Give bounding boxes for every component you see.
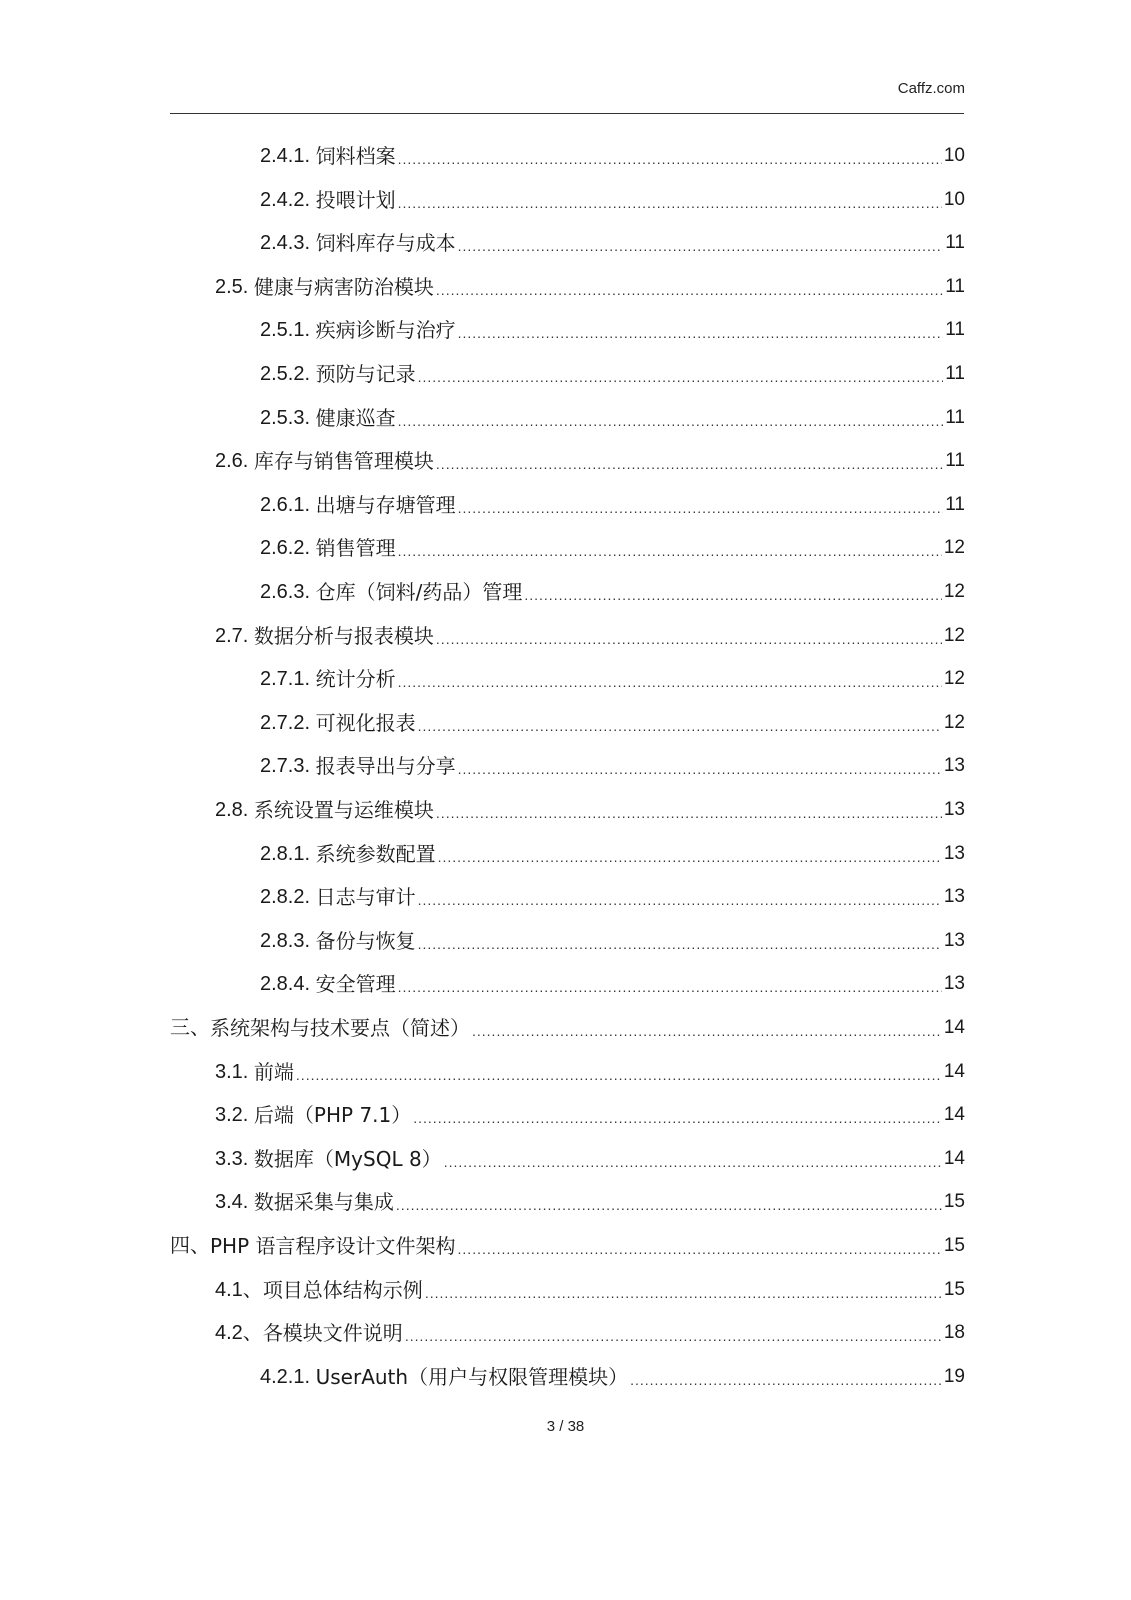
toc-entry-page: 14: [943, 1017, 965, 1038]
toc-dot-leader: [398, 406, 944, 436]
toc-dot-leader: [458, 231, 944, 261]
toc-entry-page: 15: [943, 1191, 965, 1213]
toc-entry-title: 数据采集与集成: [253, 1190, 394, 1215]
toc-entry-title: 后端（PHP 7.1）: [253, 1103, 412, 1128]
toc-entry-title: 投喂计划: [315, 187, 396, 212]
toc-dot-leader: [438, 842, 942, 872]
toc-entry-page: 19: [943, 1365, 965, 1387]
toc-entry-number: 2.7.3.: [260, 755, 316, 778]
toc-entry[interactable]: [260, 490, 965, 520]
toc-entry-title: 饲料档案: [315, 144, 396, 168]
toc-dot-leader: [418, 929, 942, 959]
toc-entry-title: 各模块文件说明: [262, 1321, 403, 1346]
toc-entry-number: 2.7.: [215, 624, 254, 647]
toc-entry-title: 数据库（MySQL 8）: [253, 1146, 442, 1171]
toc-entry-title: 饲料库存与成本: [315, 231, 456, 256]
toc-entry-title: 备份与恢复: [315, 928, 416, 953]
toc-entry-title: 系统架构与技术要点（简述）: [210, 1016, 470, 1040]
toc-entry[interactable]: [260, 533, 965, 563]
toc-entry-number: 2.6.1.: [260, 493, 316, 516]
toc-entry-page: 12: [943, 668, 965, 690]
toc-entry-number: 2.5.: [215, 275, 254, 298]
toc-entry-page: 15: [943, 1278, 965, 1300]
toc-entry-page: 10: [943, 145, 965, 166]
toc-dot-leader: [398, 972, 942, 1002]
toc-entry-title: 报表导出与分享: [315, 754, 456, 779]
toc-entry-page: 11: [945, 493, 965, 515]
toc-entry-number: 2.8.3.: [260, 929, 316, 952]
toc-entry[interactable]: [260, 141, 965, 171]
toc-dot-leader: [398, 144, 942, 174]
toc-entry[interactable]: [215, 1318, 965, 1348]
toc-entry-title: 日志与审计: [315, 885, 416, 910]
toc-entry[interactable]: [260, 926, 965, 956]
toc-entry-number: 4.2.1.: [260, 1365, 316, 1388]
toc-entry[interactable]: [260, 359, 965, 389]
toc-entry-page: 11: [945, 363, 965, 384]
toc-entry-page: 13: [943, 973, 965, 995]
toc-entry-page: 13: [943, 886, 965, 908]
toc-dot-leader: [296, 1060, 942, 1090]
toc-entry-page: 12: [943, 711, 965, 733]
toc-entry-title: 出塘与存塘管理: [315, 492, 456, 517]
toc-entry-number: 4.1、: [215, 1278, 263, 1301]
toc-entry-page: 13: [943, 842, 965, 864]
toc-entry[interactable]: [260, 839, 965, 869]
toc-entry-page: 14: [943, 1060, 965, 1082]
toc-entry[interactable]: [215, 795, 965, 825]
toc-entry-page: 12: [943, 537, 965, 559]
toc-entry-title: 前端: [253, 1059, 294, 1084]
toc-dot-leader: [418, 362, 944, 392]
toc-entry-title: 数据分析与报表模块: [253, 623, 434, 648]
toc-dot-leader: [398, 188, 942, 218]
toc-entry-title: 健康与病害防治模块: [253, 274, 434, 299]
toc-dot-leader: [524, 580, 942, 610]
toc-dot-leader: [436, 798, 942, 828]
toc-entry-number: 2.8.4.: [260, 973, 316, 996]
toc-entry-number: 4.2、: [215, 1322, 263, 1345]
toc-dot-leader: [425, 1278, 942, 1308]
toc-dot-leader: [396, 1190, 942, 1220]
toc-entry[interactable]: [215, 621, 965, 651]
toc-entry[interactable]: [260, 403, 965, 433]
toc-entry-page: 13: [943, 799, 965, 820]
toc-entry-title: 统计分析: [315, 667, 396, 692]
toc-dot-leader: [458, 318, 944, 348]
toc-entry-page: 11: [945, 319, 965, 341]
toc-entry-page: 13: [943, 929, 965, 951]
toc-entry-title: 健康巡查: [315, 405, 396, 430]
toc-entry[interactable]: [260, 1362, 965, 1392]
toc-dot-leader: [444, 1147, 942, 1177]
toc-dot-leader: [458, 1234, 942, 1264]
toc-entry[interactable]: [170, 1013, 965, 1043]
toc-dot-leader: [418, 711, 942, 741]
toc-entry-page: 12: [943, 581, 965, 602]
toc-entry-number: 2.6.3.: [260, 581, 316, 603]
toc-dot-leader: [398, 667, 942, 697]
toc-entry[interactable]: [260, 708, 965, 738]
toc-entry[interactable]: [260, 751, 965, 781]
toc-entry-number: 2.8.1.: [260, 842, 316, 865]
toc-entry[interactable]: [215, 446, 965, 476]
toc-entry-number: 四、: [170, 1235, 210, 1257]
toc-dot-leader: [398, 536, 942, 566]
toc-entry[interactable]: [215, 1100, 965, 1130]
toc-entry[interactable]: [260, 882, 965, 912]
toc-entry[interactable]: [260, 577, 965, 607]
toc-dot-leader: [458, 493, 944, 523]
toc-entry-number: 2.5.2.: [260, 363, 316, 385]
toc-entry-number: 3.3.: [215, 1147, 254, 1170]
toc-dot-leader: [418, 885, 942, 915]
toc-entry[interactable]: [215, 1275, 965, 1305]
toc-dot-leader: [436, 624, 942, 654]
toc-entry-page: 11: [945, 275, 965, 297]
toc-entry-title: 疾病诊断与治疗: [315, 318, 456, 343]
toc-entry-title: 库存与销售管理模块: [253, 449, 434, 474]
toc-entry-number: 2.6.: [215, 450, 254, 473]
page-number-footer: 3 / 38: [546, 1418, 585, 1435]
toc-entry-page: 12: [943, 624, 965, 646]
toc-entry-number: 2.4.1.: [260, 145, 316, 167]
toc-entry-number: 2.4.3.: [260, 232, 316, 255]
toc-entry-number: 2.4.2.: [260, 188, 316, 211]
toc-dot-leader: [630, 1365, 942, 1395]
toc-entry-number: 2.5.1.: [260, 319, 316, 342]
toc-entry-title: 项目总体结构示例: [262, 1277, 423, 1302]
toc-entry-number: 2.8.2.: [260, 886, 316, 909]
header-site-name: Caffz.com: [897, 80, 965, 97]
toc-entry-title: 系统设置与运维模块: [253, 798, 434, 822]
toc-dot-leader: [413, 1103, 942, 1133]
toc-entry-number: 2.7.2.: [260, 711, 316, 734]
toc-entry-page: 11: [945, 406, 965, 428]
toc-entry-title: 安全管理: [315, 972, 396, 997]
toc-entry[interactable]: [260, 228, 965, 258]
toc-entry[interactable]: [215, 1187, 965, 1217]
toc-entry-page: 14: [943, 1147, 965, 1169]
toc-entry-title: UserAuth（用户与权限管理模块）: [315, 1364, 629, 1389]
toc-entry[interactable]: [260, 664, 965, 694]
toc-entry-title: 可视化报表: [315, 710, 416, 735]
toc-entry-page: 15: [943, 1235, 965, 1256]
toc-dot-leader: [436, 275, 943, 305]
toc-entry[interactable]: [260, 185, 965, 215]
toc-entry-page: 11: [945, 232, 965, 254]
toc-entry[interactable]: [215, 1057, 965, 1087]
toc-entry-page: 18: [943, 1322, 965, 1344]
toc-entry-page: 11: [945, 450, 965, 472]
header-divider: [170, 113, 964, 114]
toc-entry-number: 三、: [170, 1017, 210, 1039]
toc-entry-number: 3.2.: [215, 1104, 254, 1127]
toc-entry[interactable]: [260, 315, 965, 345]
toc-entry[interactable]: [170, 1231, 965, 1261]
toc-entry-number: 2.5.3.: [260, 406, 316, 429]
toc-entry[interactable]: [215, 272, 965, 302]
toc-entry-title: PHP 语言程序设计文件架构: [210, 1234, 456, 1258]
toc-entry-title: 销售管理: [315, 536, 396, 561]
toc-entry-number: 3.4.: [215, 1191, 254, 1214]
toc-dot-leader: [405, 1321, 942, 1351]
toc-dot-leader: [458, 754, 942, 784]
toc-entry-number: 2.7.1.: [260, 668, 316, 691]
toc-entry-number: 2.8.: [215, 799, 254, 821]
toc-dot-leader: [436, 449, 943, 479]
toc-entry-title: 预防与记录: [315, 362, 416, 386]
toc-entry-page: 13: [943, 755, 965, 777]
toc-entry-page: 14: [943, 1104, 965, 1126]
toc-entry-number: 3.1.: [215, 1060, 254, 1083]
toc-entry-title: 系统参数配置: [315, 841, 436, 866]
toc-entry-page: 10: [943, 188, 965, 210]
toc-dot-leader: [472, 1016, 942, 1046]
toc-entry[interactable]: [215, 1144, 965, 1174]
toc-entry-number: 2.6.2.: [260, 537, 316, 560]
toc-entry[interactable]: [260, 969, 965, 999]
toc-entry-title: 仓库（饲料/药品）管理: [315, 580, 523, 604]
